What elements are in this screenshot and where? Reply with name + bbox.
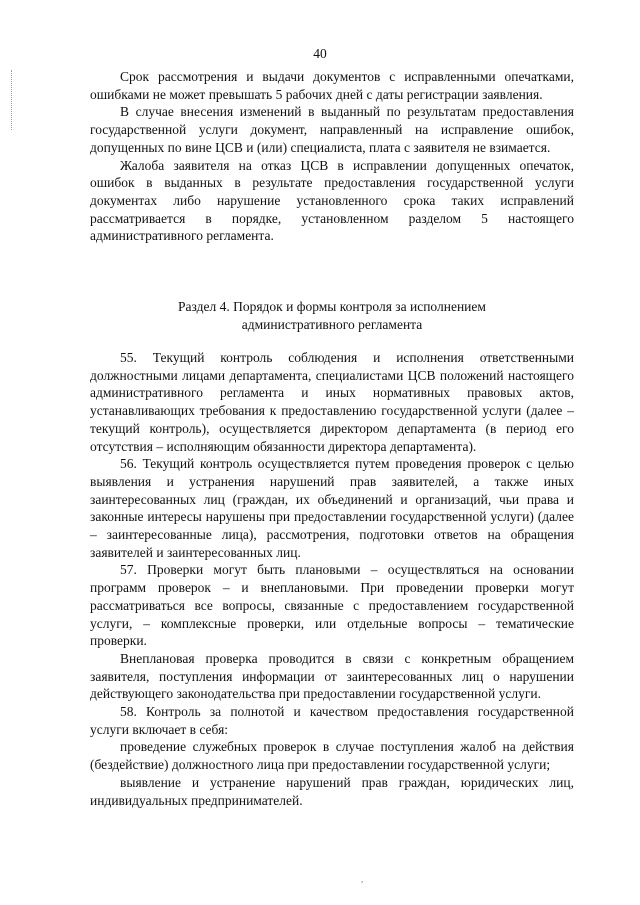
page-number: 40 <box>313 46 327 61</box>
section-heading-line-2: административного регламента <box>241 316 423 332</box>
paragraph-unscheduled-inspection: Внеплановая проверка проводится в связи с конкретным обращением заявителя, поступления информации от заинтересованных лиц о нарушении действующего законодательства при предоставлении государственной услуги. <box>90 650 574 702</box>
section-heading-line-1: Раздел 4. Порядок и формы контроля за исполнением <box>178 299 486 314</box>
paragraph-group-control <box>90 349 574 809</box>
paragraph-correction-deadline: Срок рассмотрения и выдачи документов с исправленными опечатками, ошибками не может превышать 5 рабочих дней с даты регистрации заявления. <box>90 69 574 102</box>
paragraph-correction-fee: В случае внесения изменений в выданный по результатам предоставления государственной услуги документ, направленный на исправление ошибок, допущенных по вине ЦСВ и (или) специалиста, плата с заявителя не взимается. <box>90 104 574 155</box>
paragraph-clause-58: 58. Контроль за полнотой и качеством предоставления государственной услуги включает в себя: <box>90 704 574 737</box>
paragraph-group-corrections <box>90 68 574 245</box>
scan-mark: , <box>361 874 364 884</box>
margin-binding-marks <box>11 70 14 130</box>
paragraph-complaint-refusal: Жалоба заявителя на отказ ЦСВ в исправлении допущенных опечаток, ошибок в выданных в результате предоставления государственной услуги документах либо нарушение установленного срока таких исправлений рассматривается в порядке, установленном разделом 5 настоящего административного регламента. <box>90 157 574 244</box>
paragraph-clause-55: 55. Текущий контроль соблюдения и исполнения ответственными должностными лицами департамента, специалистами ЦСВ положений настоящего административного регламента и иных нормативных правовых актов, устанавливающих требования к предоставлению государственной услуги (далее – текущий контроль), осуществляется директором департамента (в период его отсутствия – исполняющим обязанности директора департамента). <box>90 350 574 454</box>
paragraph-violations-elimination: выявление и устранение нарушений прав граждан, юридических лиц, индивидуальных предпринимателей. <box>90 774 574 808</box>
paragraph-service-inspections: проведение служебных проверок в случае поступления жалоб на действия (бездействие) должностного лица при предоставлении государственной услуги; <box>90 739 574 773</box>
paragraph-clause-57: 57. Проверки могут быть плановыми – осуществляться на основании программ проверок – и внеплановыми. При проведении проверки могут рассматриваться все вопросы, связанные с предоставлением государственной услуги, – комплексные проверки, или отдельные вопросы – тематические проверки. <box>90 562 574 649</box>
paragraph-clause-56: 56. Текущий контроль осуществляется путем проведения проверок с целью выявления и устранения нарушений прав заявителей, а также иных заинтересованных лиц (граждан, их объединений и организаций, чьи права и законные интересы нарушены при предоставлении государственной услуги) (далее – заинтересованные лица), рассмотрения, подготовки ответов на обращения заявителей и заинтересованных лиц. <box>90 456 574 560</box>
section-heading <box>90 298 574 333</box>
